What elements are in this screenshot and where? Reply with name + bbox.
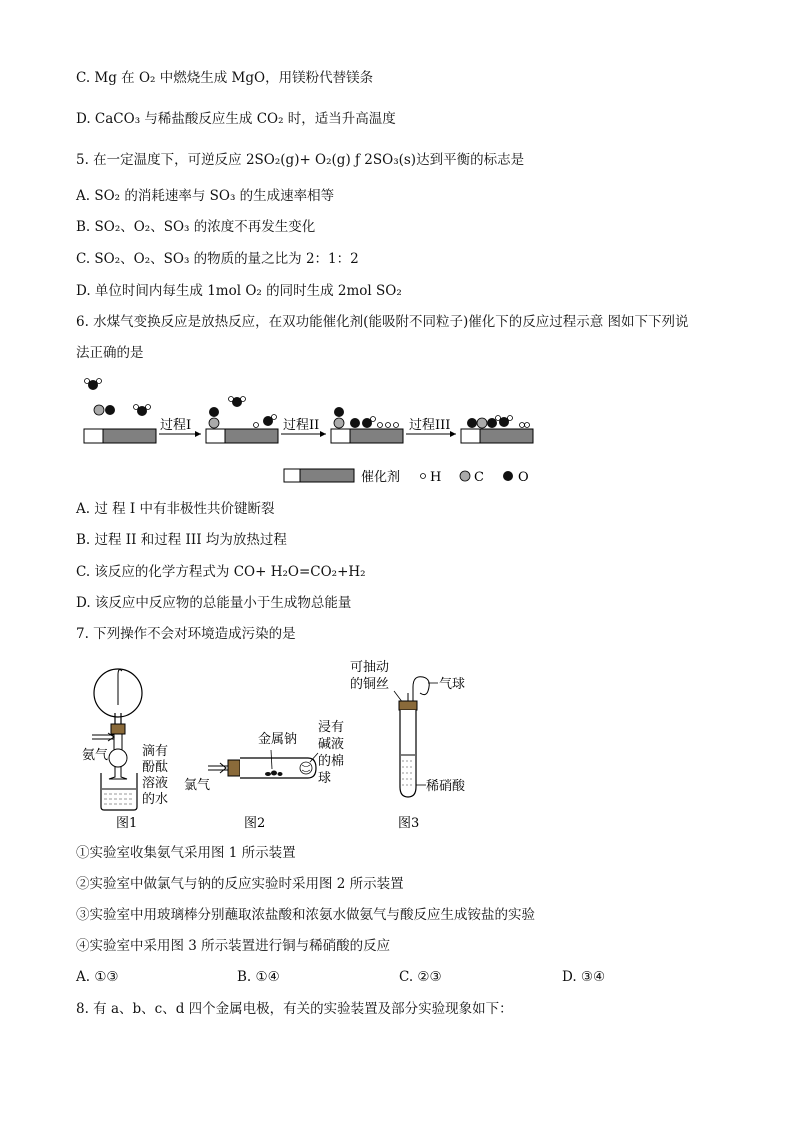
catalyst-bar-1 — [84, 429, 156, 443]
question-5-option-d: D. 单位时间内每生成 1mol O₂ 的同时生成 2mol SO₂ — [76, 283, 402, 299]
figure-1-caption: 图1 — [116, 816, 138, 831]
water-molecule — [496, 416, 513, 428]
legend-o: O — [518, 470, 529, 485]
legend — [284, 469, 529, 485]
fig3-balloon-label: 气球 — [439, 677, 466, 692]
adsorbed-co — [334, 407, 344, 428]
figure-2-caption: 图2 — [244, 816, 266, 831]
figure-1-apparatus — [82, 669, 168, 831]
fig2-cotton-label: 浸有碱液的棉球 — [318, 720, 345, 786]
catalyst-bar-3 — [331, 429, 403, 443]
reaction-process-figure — [76, 372, 546, 488]
question-6-stem-line2: 法正确的是 — [76, 345, 144, 361]
water-molecule — [85, 379, 102, 391]
question-6-option-c: C. 该反应的化学方程式为 CO+ H₂O=CO₂+H₂ — [76, 564, 366, 580]
question-7-item-1: ①实验室收集氨气采用图 1 所示装置 — [76, 845, 296, 861]
figure-3-apparatus — [350, 659, 466, 831]
adsorbed-co — [209, 407, 219, 428]
option-a[interactable]: A. ①③ — [76, 969, 119, 985]
co2-molecule — [467, 418, 497, 428]
legend-h: H — [430, 470, 442, 485]
fig2-sodium-label: 金属钠 — [258, 732, 298, 747]
step-label-3: 过程III — [409, 418, 451, 433]
fig3-wire-label: 可抽动的铜丝 — [350, 660, 390, 692]
question-5-stem: 5. 在一定温度下，可逆反应 2SO₂(g)+ O₂(g) ƒ 2SO₃(s)达到平衡的标志是 — [76, 152, 525, 168]
question-7-item-2: ②实验室中做氯气与钠的反应实验时采用图 2 所示装置 — [76, 876, 404, 892]
question-8-stem: 8. 有 a、b、c、d 四个金属电极，有关的实验装置及部分实验现象如下： — [76, 1001, 513, 1017]
question-7-stem: 7. 下列操作不会对环境造成污染的是 — [76, 626, 296, 642]
question-5-option-c: C. SO₂、O₂、SO₃ 的物质的量之比为 2：1：2 — [76, 251, 359, 267]
water-molecule — [134, 405, 151, 417]
option-b[interactable]: B. ①④ — [237, 969, 280, 985]
fig1-ammonia-label: 氨气 — [82, 748, 109, 763]
water-molecule — [229, 397, 246, 408]
legend-h-marker — [421, 474, 426, 479]
figure-2-apparatus — [184, 720, 344, 831]
fig2-chlorine-label: 氯气 — [184, 778, 211, 793]
question-6-option-d: D. 该反应中反应物的总能量小于生成物总能量 — [76, 595, 352, 611]
question-5-option-a: A. SO₂ 的消耗速率与 SO₃ 的生成速率相等 — [76, 188, 335, 204]
question-5-option-b: B. SO₂、O₂、SO₃ 的浓度不再发生变化 — [76, 219, 316, 235]
legend-catalyst: 催化剂 — [361, 470, 401, 485]
question-6-stem-line1: 6. 水煤气变换反应是放热反应，在双功能催化剂(能吸附不同粒子)催化下的反应过程示意 图如下下列说 — [76, 314, 689, 330]
figure-3-caption: 图3 — [398, 816, 420, 831]
question-7-item-3: ③实验室中用玻璃棒分别蘸取浓盐酸和浓氨水做氨气与酸反应生成铵盐的实验 — [76, 907, 535, 923]
question-6-option-b: B. 过程 II 和过程 III 均为放热过程 — [76, 532, 287, 548]
step-label-2: 过程II — [283, 418, 320, 433]
question-6-option-a: A. 过 程 I 中有非极性共价键断裂 — [76, 501, 275, 517]
co-molecule — [94, 405, 115, 415]
catalyst-bar-2 — [206, 429, 278, 443]
question-7-item-4: ④实验室中采用图 3 所示装置进行铜与稀硝酸的反应 — [76, 938, 391, 954]
legend-c: C — [474, 470, 484, 485]
option-d[interactable]: D. ③④ — [562, 969, 606, 985]
option-c[interactable]: C. ②③ — [399, 969, 442, 985]
legend-o-marker — [503, 471, 513, 481]
h2-molecule — [520, 423, 530, 428]
question-4-option-c: C. Mg 在 O₂ 中燃烧生成 MgO，用镁粉代替镁条 — [76, 70, 374, 86]
fig3-acid-label: 稀硝酸 — [426, 779, 466, 794]
adsorbed-atoms — [350, 417, 399, 429]
legend-c-marker — [460, 471, 470, 481]
split-water — [254, 415, 277, 428]
catalyst-bar-4 — [461, 429, 533, 443]
fig1-liquid-label: 滴有酚酞溶液的水 — [142, 744, 169, 807]
step-label-1: 过程I — [160, 418, 192, 433]
question-4-option-d: D. CaCO₃ 与稀盐酸反应生成 CO₂ 时，适当升高温度 — [76, 111, 396, 127]
lab-apparatus-figure — [76, 655, 486, 833]
